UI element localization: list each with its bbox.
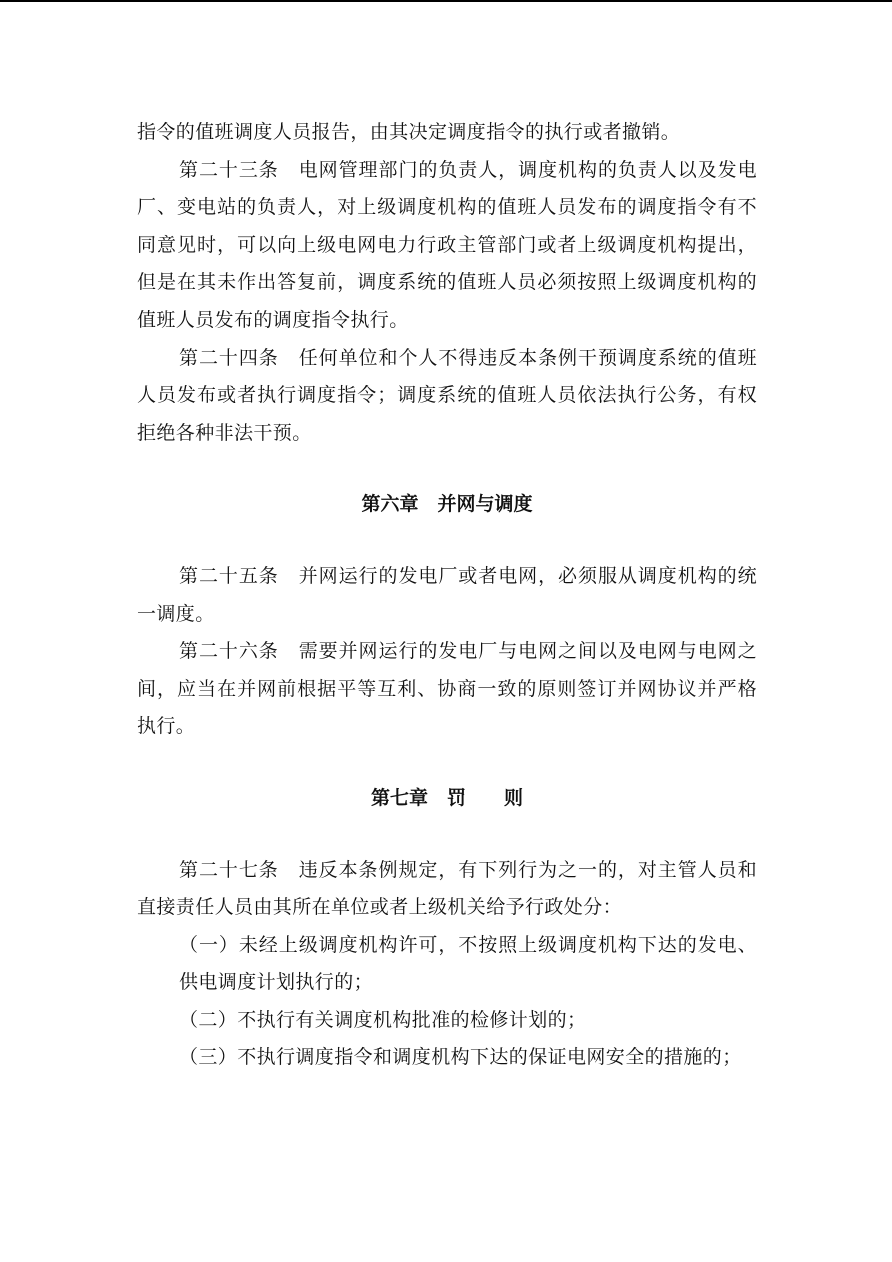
- document-page: [137, 114, 757, 1077]
- chapter-6-heading: 第六章 并网与调度: [361, 493, 533, 516]
- top-border-line: [0, 0, 892, 2]
- list-item-1: （一）未经上级调度机构许可，不按照上级调度机构下达的发电、供电调度计划执行的；: [179, 933, 757, 994]
- spacer: [137, 818, 757, 852]
- list-item-2: （二）不执行有关调度机构批准的检修计划的；: [179, 1008, 587, 1031]
- spacer: [137, 524, 757, 558]
- article-23: 第二十三条 电网管理部门的负责人，调度机构的负责人以及发电厂、变电站的负责人，对上级调度机构的值班人员发布的调度指令有不同意见时，可以向上级电网电力行政主管部门或者上级调度机构提出，但是在其未作出答复前，调度系统的值班人员必须按照上级调度机构的值班人员发布的调度指令执行。: [137, 158, 757, 331]
- article-25: 第二十五条 并网运行的发电厂或者电网，必须服从调度机构的统一调度。: [137, 564, 757, 625]
- list-item-3: （三）不执行调度指令和调度机构下达的保证电网安全的措施的；: [179, 1046, 742, 1069]
- spacer: [137, 452, 757, 486]
- chapter-7-heading: 第七章 罚 则: [370, 786, 523, 809]
- article-24: 第二十四条 任何单位和个人不得违反本条例干预调度系统的值班人员发布或者执行调度指令；调度系统的值班人员依法执行公务，有权拒绝各种非法干预。: [137, 346, 757, 444]
- spacer: [137, 746, 757, 780]
- paragraph-continuation: 指令的值班调度人员报告，由其决定调度指令的执行或者撤销。: [137, 121, 681, 143]
- article-27: 第二十七条 违反本条例规定，有下列行为之一的，对主管人员和直接责任人员由其所在单位或者上级机关给予行政处分：: [137, 858, 757, 919]
- article-26: 第二十六条 需要并网运行的发电厂与电网之间以及电网与电网之间，应当在并网前根据平等互利、协商一致的原则签订并网协议并严格执行。: [137, 640, 757, 738]
